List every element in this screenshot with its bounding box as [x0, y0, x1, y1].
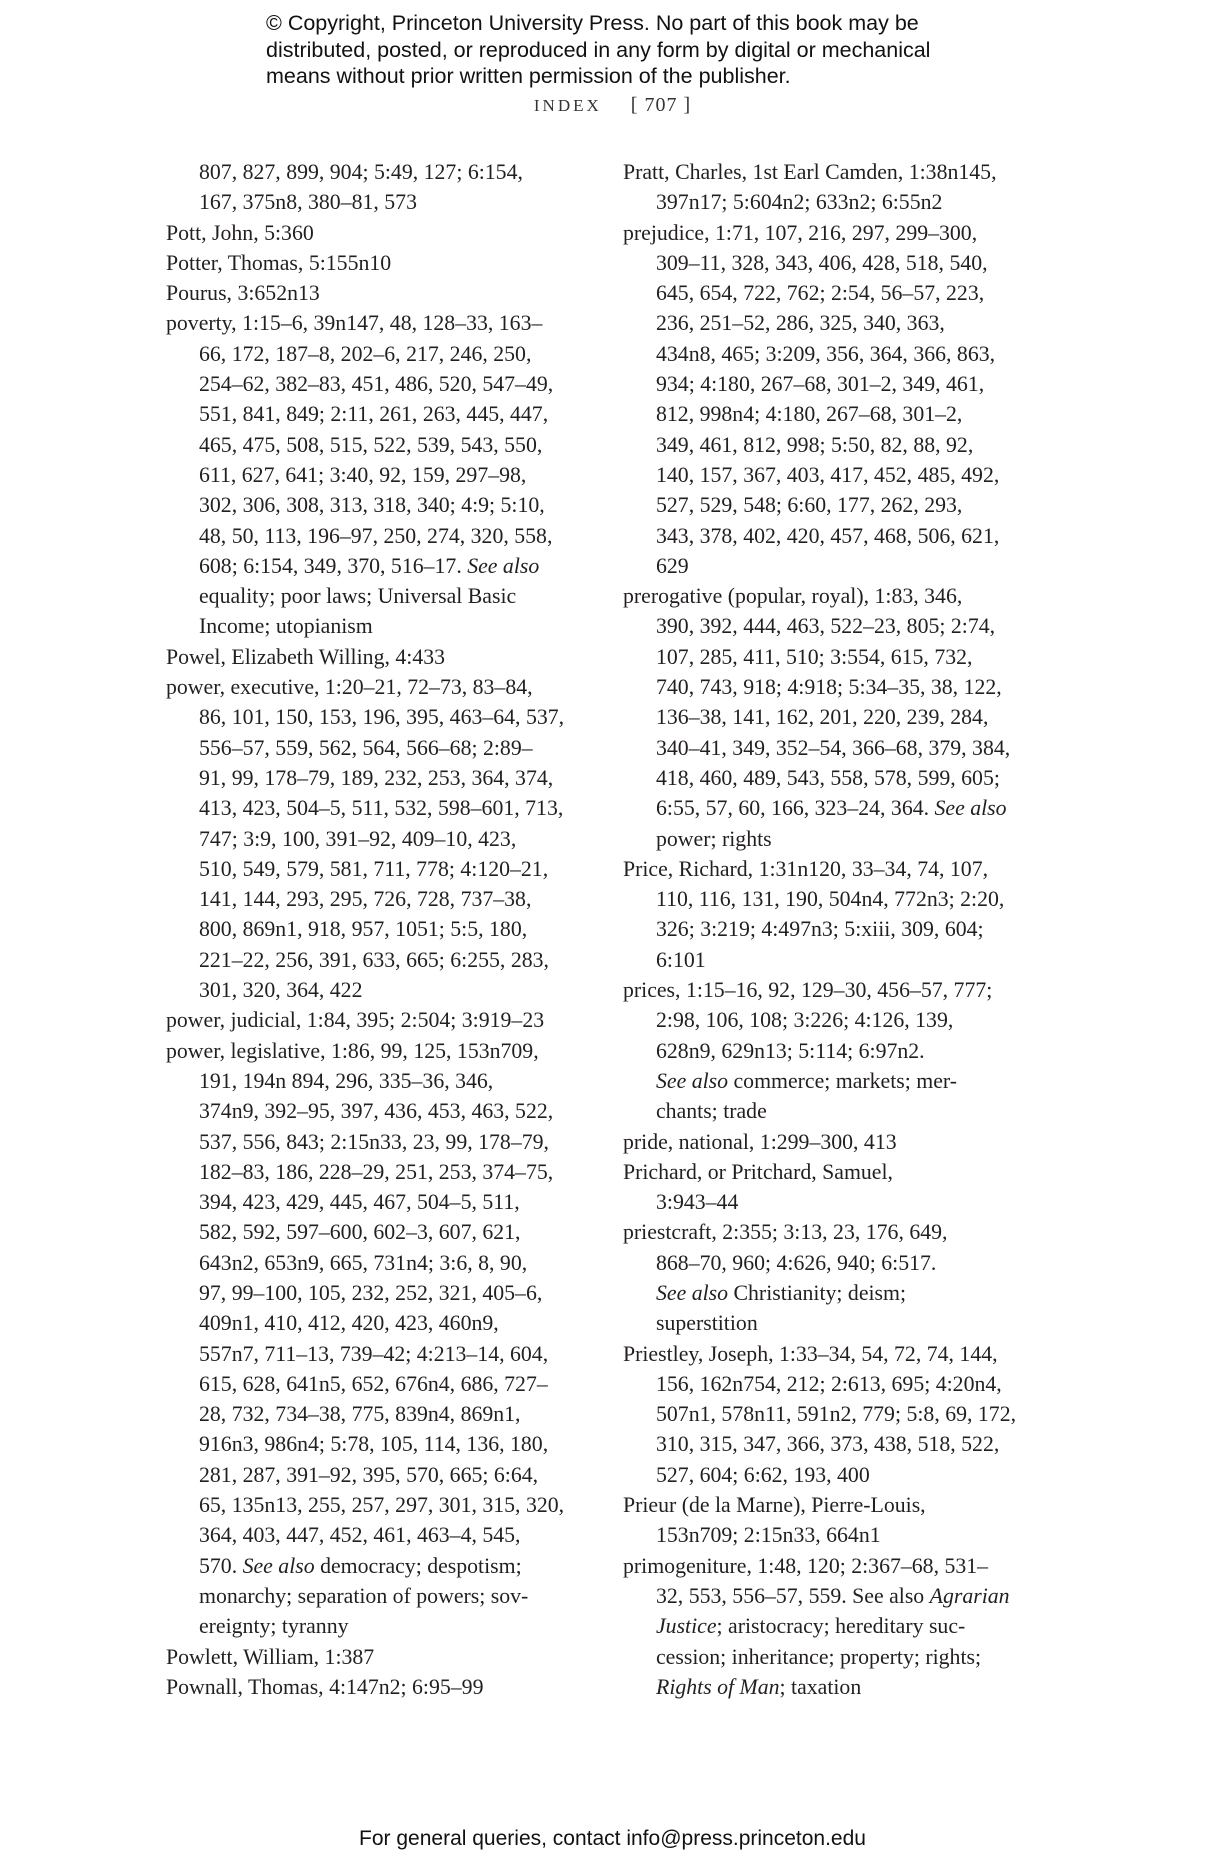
- see-also-text: Justice: [656, 1614, 717, 1639]
- entry-text: 527, 604; 6:62, 193, 400: [656, 1462, 870, 1487]
- entry-text: 136–38, 141, 162, 201, 220, 239, 284,: [656, 705, 989, 730]
- index-subline: [623, 308, 1043, 338]
- entry-text: prejudice, 1:71, 107, 216, 297, 299–300,: [623, 220, 978, 245]
- entry-text: priestcraft, 2:355; 3:13, 23, 176, 649,: [623, 1220, 948, 1245]
- see-also-text: See also: [656, 1068, 729, 1093]
- index-subline: [166, 1551, 586, 1581]
- index-subline: [623, 793, 1043, 823]
- entry-text: Pourus, 3:652n13: [166, 281, 320, 306]
- entry-text: 510, 549, 579, 581, 711, 778; 4:120–21,: [199, 856, 549, 881]
- index-subline: [166, 551, 586, 581]
- entry-text: 32, 553, 556–57, 559. See also: [656, 1583, 930, 1608]
- entry-text: 507n1, 578n11, 591n2, 779; 5:8, 69, 172,: [656, 1402, 1017, 1427]
- entry-text: 91, 99, 178–79, 189, 232, 253, 364, 374,: [199, 765, 554, 790]
- entry-text: 141, 144, 293, 295, 726, 728, 737–38,: [199, 887, 532, 912]
- entry-text: 340–41, 349, 352–54, 366–68, 379, 384,: [656, 735, 1011, 760]
- entry-text: 343, 378, 402, 420, 457, 468, 506, 621,: [656, 523, 1000, 548]
- index-entry: [623, 975, 1043, 1005]
- index-entry: [166, 278, 586, 308]
- index-subline: [623, 339, 1043, 369]
- index-subline: [623, 1005, 1043, 1035]
- entry-text: Pratt, Charles, 1st Earl Camden, 1:38n145,: [623, 160, 997, 184]
- see-also-text: See also: [237, 1553, 315, 1578]
- index-subline: [166, 399, 586, 429]
- index-subline: [623, 187, 1043, 217]
- index-subline: [623, 1460, 1043, 1490]
- index-entry: [166, 218, 586, 248]
- entry-text: 556–57, 559, 562, 564, 566–68; 2:89–: [199, 735, 533, 760]
- index-subline: [166, 854, 586, 884]
- index-subline: [166, 1581, 586, 1611]
- index-subline: [623, 1096, 1043, 1126]
- entry-text: 254–62, 382–83, 451, 486, 520, 547–49,: [199, 372, 554, 397]
- entry-text: 65, 135n13, 255, 257, 297, 301, 315, 320,: [199, 1493, 565, 1518]
- index-subline: [166, 914, 586, 944]
- running-head-label: INDEX: [533, 96, 602, 115]
- entry-text: 868–70, 960; 4:626, 940; 6:517.: [656, 1250, 937, 1275]
- index-entry: [166, 672, 586, 702]
- index-entry: [166, 1672, 586, 1702]
- entry-text: chants; trade: [656, 1099, 767, 1124]
- index-subline: [166, 1187, 586, 1217]
- entry-text: cession; inheritance; property; rights;: [656, 1644, 982, 1669]
- entry-text: 643n2, 653n9, 665, 731n4; 3:6, 8, 90,: [199, 1250, 528, 1275]
- index-entry: [166, 1642, 586, 1672]
- index-subline: [166, 1157, 586, 1187]
- index-column-right: [623, 157, 1043, 1702]
- copyright-line: distributed, posted, or reproduced in any form by digital or mechanical: [266, 37, 931, 62]
- index-entry: [166, 1005, 586, 1035]
- index-entry: [623, 157, 1043, 187]
- entry-text: pride, national, 1:299–300, 413: [623, 1129, 897, 1154]
- index-subline: [623, 1036, 1043, 1066]
- entry-text: democracy; despotism;: [314, 1553, 522, 1578]
- entry-text: 236, 251–52, 286, 325, 340, 363,: [656, 311, 945, 336]
- entry-text: power, legislative, 1:86, 99, 125, 153n709,: [166, 1038, 539, 1063]
- index-subline: [623, 490, 1043, 520]
- entry-text: 740, 743, 918; 4:918; 5:34–35, 38, 122,: [656, 675, 1002, 700]
- index-subline: [166, 1248, 586, 1278]
- entry-text: 570.: [199, 1553, 238, 1578]
- entry-text: 537, 556, 843; 2:15n33, 23, 99, 178–79,: [199, 1129, 549, 1154]
- index-subline: [623, 460, 1043, 490]
- index-subline: [166, 1339, 586, 1369]
- index-subline: [166, 1460, 586, 1490]
- entry-text: Income; utopianism: [199, 614, 373, 639]
- entry-text: 551, 841, 849; 2:11, 261, 263, 445, 447,: [199, 402, 549, 427]
- index-subline: [623, 1429, 1043, 1459]
- entry-text: 582, 592, 597–600, 602–3, 607, 621,: [199, 1220, 521, 1245]
- index-subline: [623, 1581, 1043, 1611]
- index-subline: [166, 1611, 586, 1641]
- index-subline: [166, 460, 586, 490]
- entry-text: 2:98, 106, 108; 3:226; 4:126, 139,: [656, 1008, 954, 1033]
- entry-text: 86, 101, 150, 153, 196, 395, 463–64, 537,: [199, 705, 565, 730]
- index-entry: [623, 218, 1043, 248]
- index-subline: [166, 157, 586, 187]
- index-subline: [623, 611, 1043, 641]
- entry-text: ; aristocracy; hereditary suc-: [716, 1614, 966, 1639]
- index-subline: [166, 1520, 586, 1550]
- index-subline: [166, 763, 586, 793]
- entry-text: 611, 627, 641; 3:40, 92, 159, 297–98,: [199, 462, 527, 487]
- entry-text: 191, 194n 894, 296, 335–36, 346,: [199, 1068, 494, 1093]
- entry-text: Prichard, or Pritchard, Samuel,: [623, 1159, 893, 1184]
- index-entry: [623, 1339, 1043, 1369]
- index-entry: [623, 1490, 1043, 1520]
- index-subline: [166, 1429, 586, 1459]
- index-subline: [166, 369, 586, 399]
- index-entry: [623, 581, 1043, 611]
- index-subline: [623, 551, 1043, 581]
- index-subline: [166, 793, 586, 823]
- entry-text: 97, 99–100, 105, 232, 252, 321, 405–6,: [199, 1280, 543, 1305]
- index-subline: [166, 339, 586, 369]
- index-subline: [623, 1187, 1043, 1217]
- see-also-text: See also: [929, 796, 1007, 821]
- index-entry: [166, 642, 586, 672]
- entry-text: 409n1, 410, 412, 420, 423, 460n9,: [199, 1311, 499, 1336]
- index-subline: [623, 1672, 1043, 1702]
- entry-text: monarchy; separation of powers; sov-: [199, 1583, 529, 1608]
- entry-text: 645, 654, 722, 762; 2:54, 56–57, 223,: [656, 281, 985, 306]
- entry-text: Price, Richard, 1:31n120, 33–34, 74, 107,: [623, 856, 989, 881]
- index-subline: [623, 1399, 1043, 1429]
- entry-text: Pownall, Thomas, 4:147n2; 6:95–99: [166, 1674, 484, 1699]
- entry-text: superstition: [656, 1311, 758, 1336]
- entry-text: 281, 287, 391–92, 395, 570, 665; 6:64,: [199, 1462, 539, 1487]
- index-subline: [166, 1490, 586, 1520]
- entry-text: 6:55, 57, 60, 166, 323–24, 364.: [656, 796, 930, 821]
- index-subline: [623, 1248, 1043, 1278]
- entry-text: primogeniture, 1:48, 120; 2:367–68, 531–: [623, 1553, 989, 1578]
- index-subline: [166, 1096, 586, 1126]
- index-subline: [166, 824, 586, 854]
- copyright-notice: [266, 10, 1026, 90]
- index-subline: [623, 1308, 1043, 1338]
- entry-text: Prieur (de la Marne), Pierre-Louis,: [623, 1493, 926, 1518]
- copyright-line: © Copyright, Princeton University Press. No part of this book may be: [266, 11, 919, 35]
- entry-text: 326; 3:219; 4:497n3; 5:xiii, 309, 604;: [656, 917, 984, 942]
- entry-text: prerogative (popular, royal), 1:83, 346,: [623, 584, 963, 609]
- index-subline: [166, 1369, 586, 1399]
- entry-text: 110, 116, 131, 190, 504n4, 772n3; 2:20,: [656, 887, 1005, 912]
- entry-text: poverty, 1:15–6, 39n147, 48, 128–33, 163–: [166, 311, 543, 336]
- index-entry: [166, 1036, 586, 1066]
- index-subline: [623, 642, 1043, 672]
- entry-text: 302, 306, 308, 313, 318, 340; 4:9; 5:10,: [199, 493, 545, 518]
- entry-text: 309–11, 328, 343, 406, 428, 518, 540,: [656, 250, 988, 275]
- entry-text: Priestley, Joseph, 1:33–34, 54, 72, 74, 144,: [623, 1341, 998, 1366]
- see-also-text: Rights of Man: [656, 1674, 780, 1699]
- index-subline: [166, 611, 586, 641]
- index-subline: [623, 278, 1043, 308]
- running-head: [0, 94, 1225, 117]
- index-subline: [166, 187, 586, 217]
- index-subline: [623, 824, 1043, 854]
- entry-text: 167, 375n8, 380–81, 573: [199, 190, 417, 215]
- index-subline: [623, 1520, 1043, 1550]
- entry-text: 301, 320, 364, 422: [199, 978, 363, 1003]
- entry-text: Potter, Thomas, 5:155n10: [166, 250, 392, 275]
- index-subline: [166, 1308, 586, 1338]
- entry-text: 349, 461, 812, 998; 5:50, 82, 88, 92,: [656, 432, 974, 457]
- index-entry: [623, 854, 1043, 884]
- entry-text: Pott, John, 5:360: [166, 220, 314, 245]
- entry-text: 310, 315, 347, 366, 373, 438, 518, 522,: [656, 1432, 1000, 1457]
- index-subline: [623, 369, 1043, 399]
- index-column-left: [166, 157, 586, 1702]
- index-subline: [623, 672, 1043, 702]
- entry-text: equality; poor laws; Universal Basic: [199, 584, 517, 609]
- entry-text: 747; 3:9, 100, 391–92, 409–10, 423,: [199, 826, 517, 851]
- index-subline: [166, 975, 586, 1005]
- entry-text: commerce; markets; mer-: [728, 1068, 957, 1093]
- index-subline: [166, 1399, 586, 1429]
- index-subline: [623, 884, 1043, 914]
- entry-text: 934; 4:180, 267–68, 301–2, 349, 461,: [656, 372, 985, 397]
- index-entry: [623, 1551, 1043, 1581]
- entry-text: 394, 423, 429, 445, 467, 504–5, 511,: [199, 1190, 520, 1215]
- entry-text: 418, 460, 489, 543, 558, 578, 599, 605;: [656, 765, 1000, 790]
- index-subline: [166, 430, 586, 460]
- index-subline: [166, 1217, 586, 1247]
- entry-text: Christianity; deism;: [728, 1280, 907, 1305]
- index-subline: [166, 702, 586, 732]
- see-also-text: Agrarian: [929, 1583, 1010, 1608]
- index-subline: [623, 521, 1043, 551]
- entry-text: 608; 6:154, 349, 370, 516–17.: [199, 553, 462, 578]
- entry-text: prices, 1:15–16, 92, 129–30, 456–57, 777;: [623, 978, 993, 1003]
- entry-text: 390, 392, 444, 463, 522–23, 805; 2:74,: [656, 614, 996, 639]
- entry-text: Powlett, William, 1:387: [166, 1644, 375, 1669]
- entry-text: power; rights: [656, 826, 772, 851]
- entry-text: 397n17; 5:604n2; 633n2; 6:55n2: [656, 190, 943, 215]
- entry-text: 66, 172, 187–8, 202–6, 217, 246, 250,: [199, 341, 532, 366]
- entry-text: 807, 827, 899, 904; 5:49, 127; 6:154,: [199, 160, 523, 184]
- index-subline: [623, 1611, 1043, 1641]
- index-subline: [623, 1369, 1043, 1399]
- index-subline: [166, 1278, 586, 1308]
- index-subline: [623, 914, 1043, 944]
- entry-text: 527, 529, 548; 6:60, 177, 262, 293,: [656, 493, 963, 518]
- footer-contact: For general queries, contact info@press.princeton.edu: [359, 1827, 866, 1850]
- entry-text: 28, 732, 734–38, 775, 839n4, 869n1,: [199, 1402, 521, 1427]
- entry-text: power, judicial, 1:84, 395; 2:504; 3:919–23: [166, 1008, 545, 1033]
- entry-text: 221–22, 256, 391, 633, 665; 6:255, 283,: [199, 947, 549, 972]
- entry-text: 48, 50, 113, 196–97, 250, 274, 320, 558,: [199, 523, 553, 548]
- index-entry: [166, 248, 586, 278]
- index-entry: [623, 1217, 1043, 1247]
- entry-text: 629: [656, 553, 689, 578]
- index-subline: [623, 763, 1043, 793]
- index-entry: [166, 308, 586, 338]
- entry-text: 916n3, 986n4; 5:78, 105, 114, 136, 180,: [199, 1432, 549, 1457]
- page-number: [ 707 ]: [630, 94, 692, 116]
- entry-text: 140, 157, 367, 403, 417, 452, 485, 492,: [656, 462, 1000, 487]
- index-subline: [166, 733, 586, 763]
- index-subline: [623, 733, 1043, 763]
- entry-text: 156, 162n754, 212; 2:613, 695; 4:20n4,: [656, 1371, 1002, 1396]
- index-subline: [623, 1066, 1043, 1096]
- index-subline: [623, 1278, 1043, 1308]
- index-subline: [166, 490, 586, 520]
- entry-text: 434n8, 465; 3:209, 356, 364, 366, 863,: [656, 341, 996, 366]
- index-entry: [623, 1157, 1043, 1187]
- entry-text: 3:943–44: [656, 1190, 739, 1215]
- entry-text: ereignty; tyranny: [199, 1614, 349, 1639]
- entry-text: 153n709; 2:15n33, 664n1: [656, 1523, 881, 1548]
- index-subline: [166, 521, 586, 551]
- see-also-text: See also: [461, 553, 540, 578]
- index-subline: [166, 1066, 586, 1096]
- entry-text: ; taxation: [779, 1674, 862, 1699]
- index-subline: [166, 1127, 586, 1157]
- index-subline: [166, 581, 586, 611]
- index-subline: [166, 945, 586, 975]
- entry-text: 364, 403, 447, 452, 461, 463–4, 545,: [199, 1523, 521, 1548]
- index-subline: [623, 702, 1043, 732]
- index-subline: [623, 399, 1043, 429]
- entry-text: 812, 998n4; 4:180, 267–68, 301–2,: [656, 402, 963, 427]
- entry-text: 800, 869n1, 918, 957, 1051; 5:5, 180,: [199, 917, 528, 942]
- entry-text: 374n9, 392–95, 397, 436, 453, 463, 522,: [199, 1099, 554, 1124]
- index-subline: [623, 248, 1043, 278]
- entry-text: 628n9, 629n13; 5:114; 6:97n2.: [656, 1038, 925, 1063]
- index-subline: [623, 430, 1043, 460]
- index-subline: [623, 1642, 1043, 1672]
- entry-text: 557n7, 711–13, 739–42; 4:213–14, 604,: [199, 1341, 549, 1366]
- entry-text: 107, 285, 411, 510; 3:554, 615, 732,: [656, 644, 973, 669]
- index-entry: [623, 1127, 1043, 1157]
- entry-text: 615, 628, 641n5, 652, 676n4, 686, 727–: [199, 1371, 548, 1396]
- index-subline: [623, 945, 1043, 975]
- copyright-line: means without prior written permission of the publisher.: [266, 64, 791, 88]
- entry-text: Powel, Elizabeth Willing, 4:433: [166, 644, 446, 669]
- entry-text: 182–83, 186, 228–29, 251, 253, 374–75,: [199, 1159, 554, 1184]
- see-also-text: See also: [656, 1280, 729, 1305]
- entry-text: power, executive, 1:20–21, 72–73, 83–84,: [166, 675, 533, 700]
- entry-text: 413, 423, 504–5, 511, 532, 598–601, 713,: [199, 796, 564, 821]
- entry-text: 465, 475, 508, 515, 522, 539, 543, 550,: [199, 432, 543, 457]
- index-subline: [166, 884, 586, 914]
- entry-text: 6:101: [656, 947, 706, 972]
